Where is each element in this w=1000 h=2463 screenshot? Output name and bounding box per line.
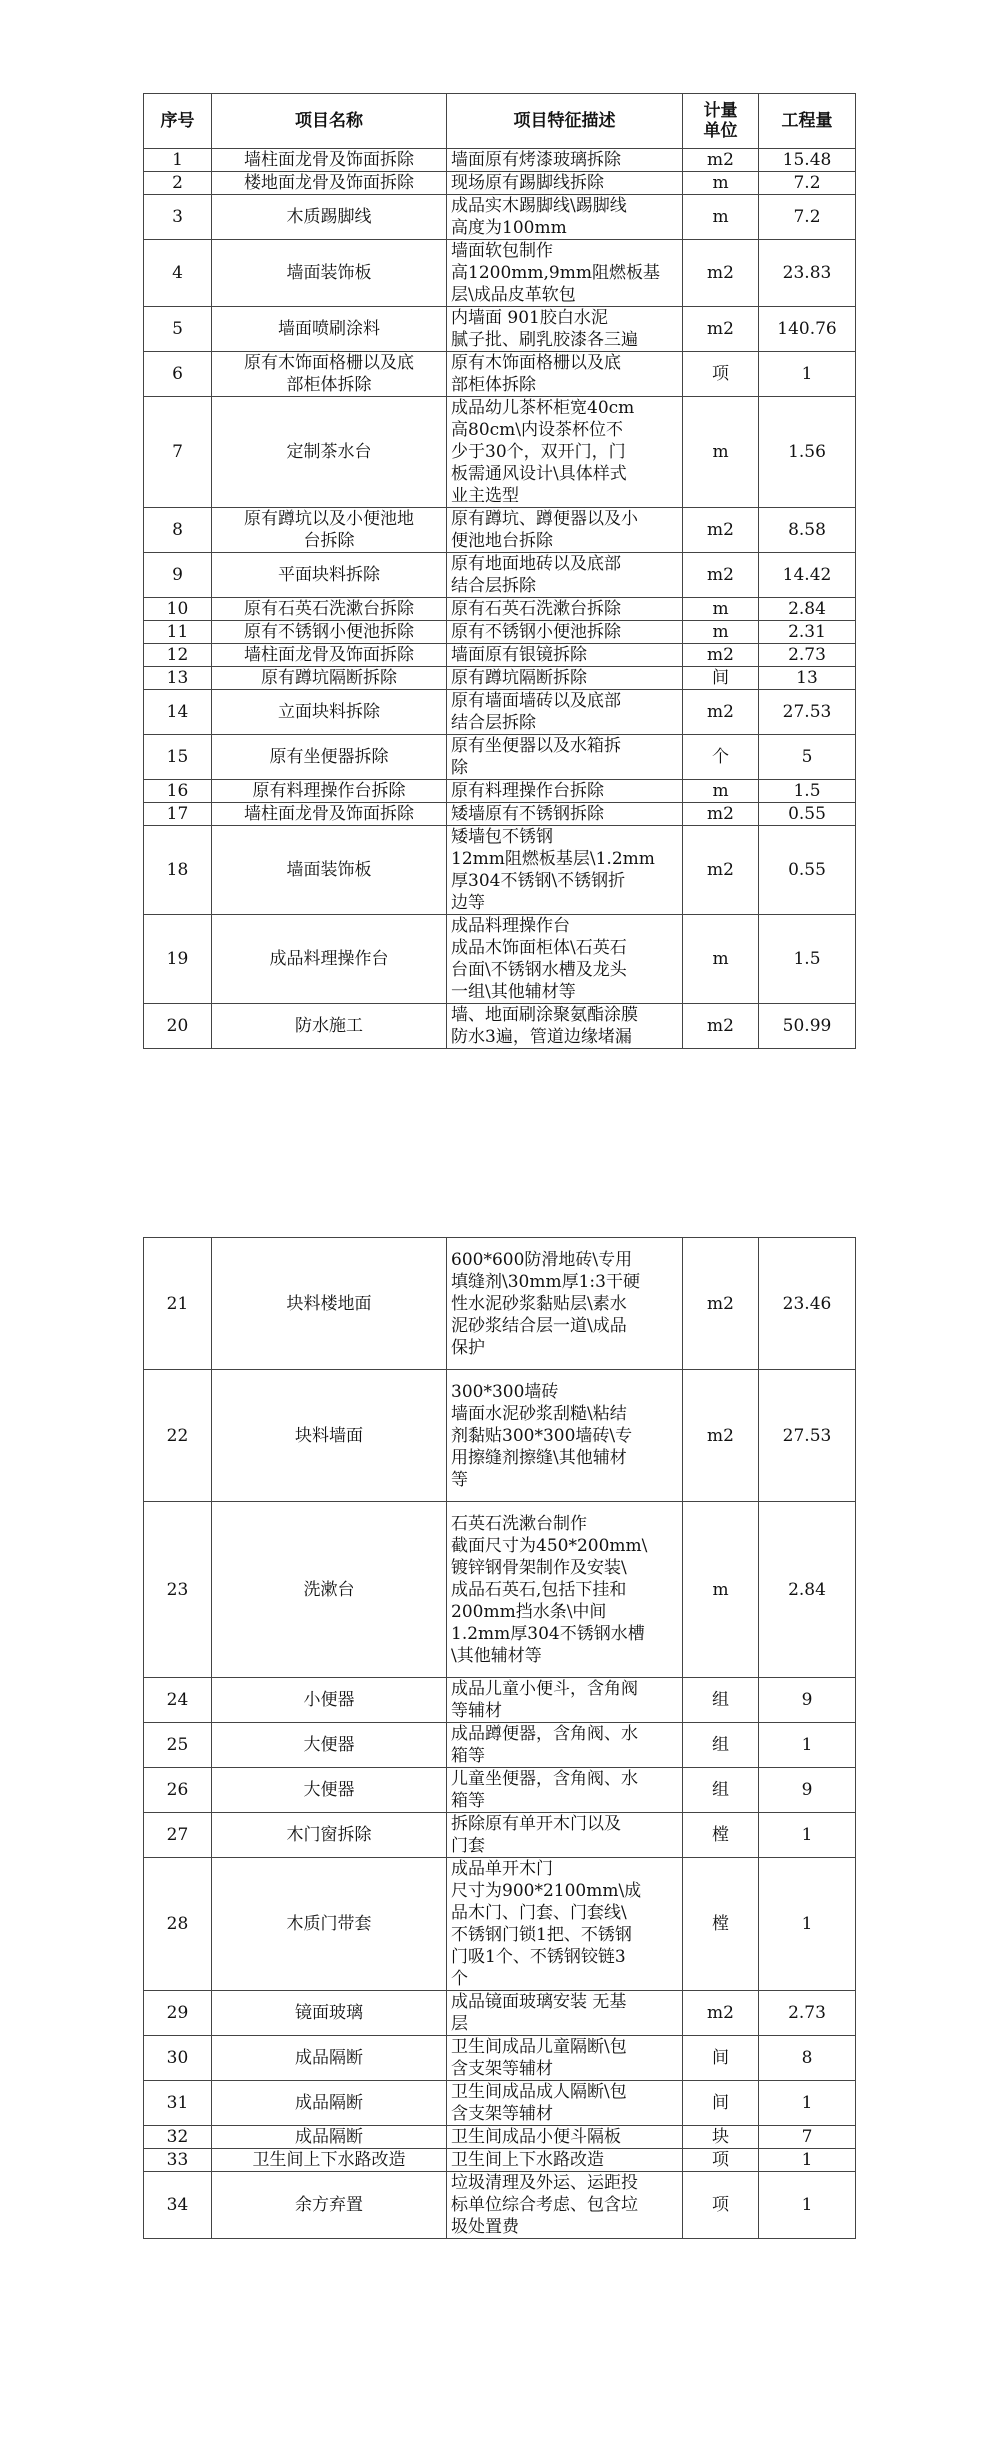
cell-qty: 8 bbox=[759, 2036, 856, 2081]
cell-no: 16 bbox=[144, 780, 212, 803]
cell-no: 27 bbox=[144, 1813, 212, 1858]
cell-qty: 140.76 bbox=[759, 307, 856, 352]
cell-qty: 27.53 bbox=[759, 690, 856, 735]
table-row bbox=[144, 172, 856, 195]
cell-desc: 矮墙原有不锈钢拆除 bbox=[447, 803, 683, 826]
cell-no: 7 bbox=[144, 397, 212, 508]
cell-no: 17 bbox=[144, 803, 212, 826]
cell-qty: 8.58 bbox=[759, 508, 856, 553]
cell-desc: 300*300墙砖 墙面水泥砂浆刮糙\粘结 剂黏贴300*300墙砖\专 用擦缝剂擦缝\其他辅材 等 bbox=[447, 1370, 683, 1502]
header-row bbox=[144, 94, 856, 149]
cell-no: 13 bbox=[144, 667, 212, 690]
cell-qty: 1 bbox=[759, 2149, 856, 2172]
cell-qty: 7.2 bbox=[759, 195, 856, 240]
bill-of-quantities-table-part1 bbox=[143, 93, 856, 1049]
cell-unit: m bbox=[683, 780, 759, 803]
cell-unit: m2 bbox=[683, 553, 759, 598]
table-row bbox=[144, 1004, 856, 1049]
cell-unit: 间 bbox=[683, 667, 759, 690]
cell-unit: m2 bbox=[683, 307, 759, 352]
cell-desc: 卫生间成品儿童隔断\包 含支架等辅材 bbox=[447, 2036, 683, 2081]
cell-desc: 600*600防滑地砖\专用 填缝剂\30mm厚1:3干硬 性水泥砂浆黏贴层\素水 泥砂浆结合层一道\成品 保护 bbox=[447, 1238, 683, 1370]
cell-qty: 1 bbox=[759, 1813, 856, 1858]
cell-unit: m2 bbox=[683, 508, 759, 553]
table-row bbox=[144, 195, 856, 240]
cell-no: 14 bbox=[144, 690, 212, 735]
table-row bbox=[144, 803, 856, 826]
table-row bbox=[144, 307, 856, 352]
cell-name: 成品隔断 bbox=[212, 2126, 447, 2149]
cell-no: 2 bbox=[144, 172, 212, 195]
cell-no: 25 bbox=[144, 1723, 212, 1768]
cell-no: 31 bbox=[144, 2081, 212, 2126]
cell-qty: 5 bbox=[759, 735, 856, 780]
cell-name: 立面块料拆除 bbox=[212, 690, 447, 735]
cell-qty: 50.99 bbox=[759, 1004, 856, 1049]
cell-name: 小便器 bbox=[212, 1678, 447, 1723]
cell-no: 3 bbox=[144, 195, 212, 240]
cell-qty: 1 bbox=[759, 352, 856, 397]
cell-qty: 2.31 bbox=[759, 621, 856, 644]
cell-desc: 成品儿童小便斗，含角阀 等辅材 bbox=[447, 1678, 683, 1723]
cell-name: 成品料理操作台 bbox=[212, 915, 447, 1004]
table-row bbox=[144, 644, 856, 667]
cell-unit: m2 bbox=[683, 1370, 759, 1502]
cell-no: 4 bbox=[144, 240, 212, 307]
cell-unit: m2 bbox=[683, 240, 759, 307]
cell-qty: 0.55 bbox=[759, 803, 856, 826]
cell-unit: 组 bbox=[683, 1768, 759, 1813]
cell-qty: 1.5 bbox=[759, 915, 856, 1004]
cell-unit: 块 bbox=[683, 2126, 759, 2149]
cell-unit: m bbox=[683, 621, 759, 644]
cell-desc: 石英石洗漱台制作 截面尺寸为450*200mm\ 镀锌钢骨架制作及安装\ 成品石英石,包括下挂和 200mm挡水条\中间 1.2mm厚304不锈钢水槽 \其他辅材等 bbox=[447, 1502, 683, 1678]
cell-no: 10 bbox=[144, 598, 212, 621]
cell-name: 墙面装饰板 bbox=[212, 240, 447, 307]
table-row bbox=[144, 1813, 856, 1858]
cell-desc: 卫生间成品成人隔断\包 含支架等辅材 bbox=[447, 2081, 683, 2126]
cell-name: 防水施工 bbox=[212, 1004, 447, 1049]
cell-no: 8 bbox=[144, 508, 212, 553]
cell-unit: m2 bbox=[683, 644, 759, 667]
cell-qty: 2.84 bbox=[759, 1502, 856, 1678]
cell-no: 30 bbox=[144, 2036, 212, 2081]
cell-no: 19 bbox=[144, 915, 212, 1004]
table-row bbox=[144, 735, 856, 780]
cell-qty: 13 bbox=[759, 667, 856, 690]
table-row bbox=[144, 1723, 856, 1768]
bill-of-quantities-table-part2 bbox=[143, 1237, 856, 2239]
cell-qty: 2.73 bbox=[759, 644, 856, 667]
cell-qty: 0.55 bbox=[759, 826, 856, 915]
cell-desc: 原有蹲坑、蹲便器以及小 便池地台拆除 bbox=[447, 508, 683, 553]
cell-qty: 7.2 bbox=[759, 172, 856, 195]
cell-desc: 现场原有踢脚线拆除 bbox=[447, 172, 683, 195]
cell-no: 6 bbox=[144, 352, 212, 397]
cell-desc: 垃圾清理及外运、运距投 标单位综合考虑、包含垃 圾处置费 bbox=[447, 2172, 683, 2239]
table-row bbox=[144, 508, 856, 553]
cell-no: 32 bbox=[144, 2126, 212, 2149]
cell-name: 余方弃置 bbox=[212, 2172, 447, 2239]
table-row bbox=[144, 1238, 856, 1370]
cell-no: 21 bbox=[144, 1238, 212, 1370]
cell-no: 15 bbox=[144, 735, 212, 780]
table-row bbox=[144, 352, 856, 397]
table-row bbox=[144, 2126, 856, 2149]
cell-qty: 1 bbox=[759, 1858, 856, 1991]
table-row bbox=[144, 240, 856, 307]
cell-desc: 原有坐便器以及水箱拆 除 bbox=[447, 735, 683, 780]
cell-qty: 1 bbox=[759, 1723, 856, 1768]
table-row bbox=[144, 780, 856, 803]
cell-no: 11 bbox=[144, 621, 212, 644]
cell-desc: 墙面原有烤漆玻璃拆除 bbox=[447, 149, 683, 172]
table-row bbox=[144, 1858, 856, 1991]
cell-unit: 项 bbox=[683, 2149, 759, 2172]
cell-desc: 矮墙包不锈钢 12mm阻燃板基层\1.2mm 厚304不锈钢\不锈钢折 边等 bbox=[447, 826, 683, 915]
cell-name: 原有石英石洗漱台拆除 bbox=[212, 598, 447, 621]
cell-name: 原有木饰面格栅以及底 部柜体拆除 bbox=[212, 352, 447, 397]
cell-unit: 间 bbox=[683, 2036, 759, 2081]
cell-unit: 间 bbox=[683, 2081, 759, 2126]
cell-unit: 项 bbox=[683, 352, 759, 397]
cell-qty: 27.53 bbox=[759, 1370, 856, 1502]
cell-name: 洗漱台 bbox=[212, 1502, 447, 1678]
cell-no: 23 bbox=[144, 1502, 212, 1678]
cell-desc: 成品镜面玻璃安装 无基 层 bbox=[447, 1991, 683, 2036]
table-row bbox=[144, 2036, 856, 2081]
cell-unit: 樘 bbox=[683, 1813, 759, 1858]
cell-unit: m bbox=[683, 915, 759, 1004]
cell-desc: 卫生间成品小便斗隔板 bbox=[447, 2126, 683, 2149]
header-name: 项目名称 bbox=[212, 94, 447, 149]
cell-name: 镜面玻璃 bbox=[212, 1991, 447, 2036]
cell-name: 墙柱面龙骨及饰面拆除 bbox=[212, 149, 447, 172]
table-row bbox=[144, 915, 856, 1004]
cell-no: 20 bbox=[144, 1004, 212, 1049]
cell-desc: 卫生间上下水路改造 bbox=[447, 2149, 683, 2172]
cell-unit: 组 bbox=[683, 1723, 759, 1768]
cell-desc: 成品蹲便器，含角阀、水 箱等 bbox=[447, 1723, 683, 1768]
cell-name: 木质门带套 bbox=[212, 1858, 447, 1991]
cell-name: 卫生间上下水路改造 bbox=[212, 2149, 447, 2172]
cell-desc: 拆除原有单开木门以及 门套 bbox=[447, 1813, 683, 1858]
cell-name: 成品隔断 bbox=[212, 2036, 447, 2081]
table-row bbox=[144, 826, 856, 915]
cell-qty: 1.56 bbox=[759, 397, 856, 508]
cell-qty: 1 bbox=[759, 2081, 856, 2126]
cell-qty: 23.83 bbox=[759, 240, 856, 307]
cell-name: 墙柱面龙骨及饰面拆除 bbox=[212, 803, 447, 826]
cell-no: 12 bbox=[144, 644, 212, 667]
cell-desc: 成品料理操作台 成品木饰面柜体\石英石 台面\不锈钢水槽及龙头 一组\其他辅材等 bbox=[447, 915, 683, 1004]
cell-desc: 儿童坐便器，含角阀、水 箱等 bbox=[447, 1768, 683, 1813]
cell-desc: 墙、地面刷涂聚氨酯涂膜 防水3遍，管道边缘堵漏 bbox=[447, 1004, 683, 1049]
cell-desc: 原有蹲坑隔断拆除 bbox=[447, 667, 683, 690]
cell-qty: 1 bbox=[759, 2172, 856, 2239]
cell-unit: m bbox=[683, 172, 759, 195]
cell-unit: 组 bbox=[683, 1678, 759, 1723]
cell-no: 33 bbox=[144, 2149, 212, 2172]
cell-qty: 2.73 bbox=[759, 1991, 856, 2036]
table-row bbox=[144, 1370, 856, 1502]
table-row bbox=[144, 553, 856, 598]
cell-qty: 15.48 bbox=[759, 149, 856, 172]
cell-no: 9 bbox=[144, 553, 212, 598]
cell-qty: 2.84 bbox=[759, 598, 856, 621]
cell-name: 定制茶水台 bbox=[212, 397, 447, 508]
cell-no: 1 bbox=[144, 149, 212, 172]
cell-no: 18 bbox=[144, 826, 212, 915]
cell-desc: 原有石英石洗漱台拆除 bbox=[447, 598, 683, 621]
table-row bbox=[144, 2081, 856, 2126]
cell-name: 楼地面龙骨及饰面拆除 bbox=[212, 172, 447, 195]
cell-desc: 原有地面地砖以及底部 结合层拆除 bbox=[447, 553, 683, 598]
header-desc: 项目特征描述 bbox=[447, 94, 683, 149]
cell-no: 28 bbox=[144, 1858, 212, 1991]
cell-unit: m2 bbox=[683, 803, 759, 826]
cell-unit: m2 bbox=[683, 690, 759, 735]
cell-unit: m2 bbox=[683, 1238, 759, 1370]
cell-qty: 7 bbox=[759, 2126, 856, 2149]
cell-name: 木质踢脚线 bbox=[212, 195, 447, 240]
cell-desc: 墙面软包制作 高1200mm,9mm阻燃板基 层\成品皮革软包 bbox=[447, 240, 683, 307]
table-row bbox=[144, 149, 856, 172]
table-row bbox=[144, 621, 856, 644]
table-row bbox=[144, 690, 856, 735]
cell-desc: 原有木饰面格栅以及底 部柜体拆除 bbox=[447, 352, 683, 397]
table-row bbox=[144, 2149, 856, 2172]
cell-unit: 项 bbox=[683, 2172, 759, 2239]
cell-name: 块料楼地面 bbox=[212, 1238, 447, 1370]
cell-unit: m bbox=[683, 397, 759, 508]
table-row bbox=[144, 667, 856, 690]
cell-name: 块料墙面 bbox=[212, 1370, 447, 1502]
cell-no: 22 bbox=[144, 1370, 212, 1502]
cell-name: 墙面喷刷涂料 bbox=[212, 307, 447, 352]
cell-desc: 原有不锈钢小便池拆除 bbox=[447, 621, 683, 644]
header-unit: 计量 单位 bbox=[683, 94, 759, 149]
cell-desc: 内墙面 901胶白水泥 腻子批、刷乳胶漆各三遍 bbox=[447, 307, 683, 352]
cell-unit: m2 bbox=[683, 149, 759, 172]
cell-unit: m bbox=[683, 1502, 759, 1678]
cell-no: 24 bbox=[144, 1678, 212, 1723]
cell-qty: 9 bbox=[759, 1678, 856, 1723]
cell-unit: m2 bbox=[683, 1004, 759, 1049]
cell-desc: 原有墙面墙砖以及底部 结合层拆除 bbox=[447, 690, 683, 735]
cell-name: 平面块料拆除 bbox=[212, 553, 447, 598]
table-row bbox=[144, 598, 856, 621]
table-row bbox=[144, 397, 856, 508]
cell-qty: 14.42 bbox=[759, 553, 856, 598]
cell-unit: m2 bbox=[683, 1991, 759, 2036]
cell-name: 墙柱面龙骨及饰面拆除 bbox=[212, 644, 447, 667]
cell-unit: m bbox=[683, 195, 759, 240]
table-row bbox=[144, 1991, 856, 2036]
cell-name: 原有料理操作台拆除 bbox=[212, 780, 447, 803]
table-row bbox=[144, 1502, 856, 1678]
cell-no: 34 bbox=[144, 2172, 212, 2239]
cell-name: 原有坐便器拆除 bbox=[212, 735, 447, 780]
cell-qty: 23.46 bbox=[759, 1238, 856, 1370]
table-row bbox=[144, 1678, 856, 1723]
cell-name: 原有蹲坑以及小便池地 台拆除 bbox=[212, 508, 447, 553]
header-no: 序号 bbox=[144, 94, 212, 149]
cell-qty: 1.5 bbox=[759, 780, 856, 803]
cell-name: 大便器 bbox=[212, 1723, 447, 1768]
cell-no: 26 bbox=[144, 1768, 212, 1813]
cell-unit: 个 bbox=[683, 735, 759, 780]
cell-desc: 墙面原有银镜拆除 bbox=[447, 644, 683, 667]
cell-name: 原有不锈钢小便池拆除 bbox=[212, 621, 447, 644]
cell-unit: m bbox=[683, 598, 759, 621]
cell-desc: 成品实木踢脚线\踢脚线 高度为100mm bbox=[447, 195, 683, 240]
cell-desc: 成品单开木门 尺寸为900*2100mm\成 品木门、门套、门套线\ 不锈钢门锁1把、不锈钢 门吸1个、不锈钢铰链3 个 bbox=[447, 1858, 683, 1991]
cell-name: 大便器 bbox=[212, 1768, 447, 1813]
cell-unit: 樘 bbox=[683, 1858, 759, 1991]
cell-name: 成品隔断 bbox=[212, 2081, 447, 2126]
cell-desc: 原有料理操作台拆除 bbox=[447, 780, 683, 803]
header-qty: 工程量 bbox=[759, 94, 856, 149]
cell-unit: m2 bbox=[683, 826, 759, 915]
cell-no: 5 bbox=[144, 307, 212, 352]
table-row bbox=[144, 2172, 856, 2239]
cell-name: 墙面装饰板 bbox=[212, 826, 447, 915]
cell-no: 29 bbox=[144, 1991, 212, 2036]
cell-name: 木门窗拆除 bbox=[212, 1813, 447, 1858]
cell-name: 原有蹲坑隔断拆除 bbox=[212, 667, 447, 690]
cell-desc: 成品幼儿茶杯柜宽40cm 高80cm\内设茶杯位不 少于30个，双开门，门 板需通风设计\具体样式 业主选型 bbox=[447, 397, 683, 508]
cell-qty: 9 bbox=[759, 1768, 856, 1813]
table-row bbox=[144, 1768, 856, 1813]
